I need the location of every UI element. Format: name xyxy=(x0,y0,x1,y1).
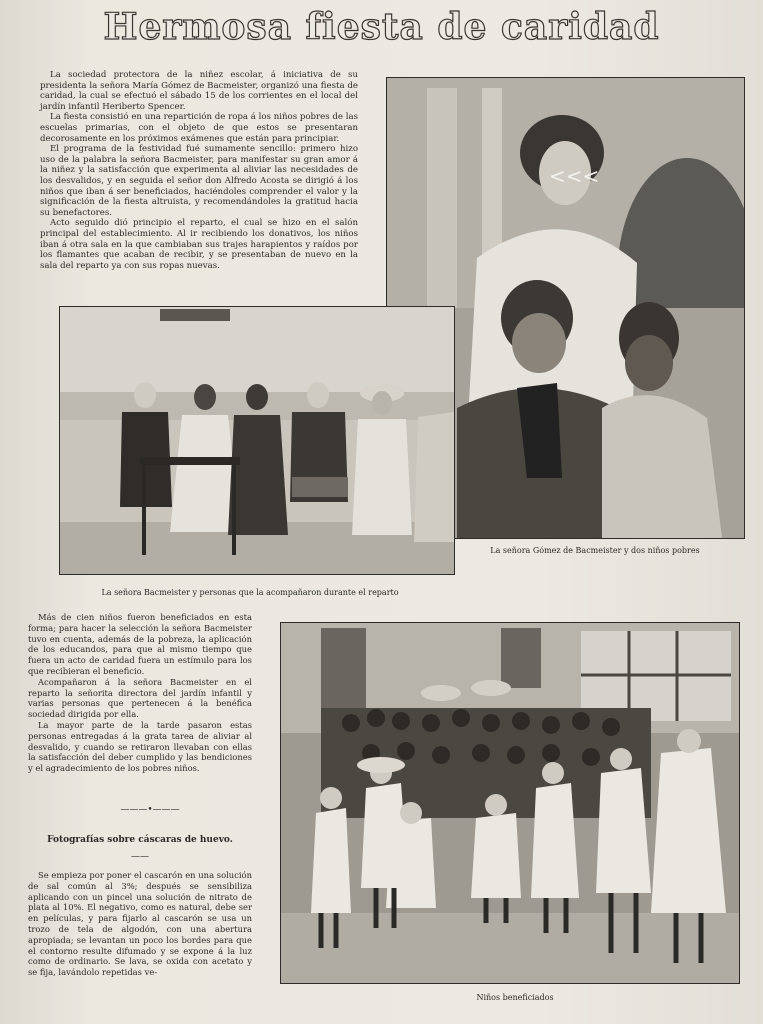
subheading-rule: —— xyxy=(131,852,149,862)
paragraph: Acompañaron á la señora Bacmeister en el reparto la señorita directora del jardín infantil y varias personas que pertenecen á la benéfica sociedad dirigida por ella. xyxy=(28,676,252,720)
caption-children: Niños beneficiados xyxy=(476,993,554,1002)
arrow-mark: <<< xyxy=(549,164,600,188)
intro-text xyxy=(40,70,358,271)
photo-eggshell-text xyxy=(28,870,252,978)
paragraph: Más de cien niños fueron beneficiados en esta forma; para hacer la selección la señora Bacmeister tuvo en cuenta, además de la pobreza, la aplicación de los educandos, para que al mismo tiempo que fuera un acto de caridad fuera un estímulo para los que recibieran el beneficio. xyxy=(28,612,252,676)
caption-lady-two-boys: La señora Gómez de Bacmeister y dos niños pobres xyxy=(490,546,700,555)
paragraph: Acto seguido dió principio el reparto, el cual se hizo en el salón principal del establecimiento. Al ir recibiendo los donativos, los niños iban á otra sala en la que cambiaban sus trajes harapientos y raídos por los flamantes que acaban de recibir, y se presentaban de nuevo en la sala del reparto ya con sus ropas nuevas. xyxy=(40,218,358,271)
paragraph: La mayor parte de la tarde pasaron estas personas entregadas á la grata tarea de aliviar al desvalido, y cuando se retiraron llevaban con ellas la satisfacción del deber cumplido y las bendiciones y el agradecimiento de los pobres niños. xyxy=(28,719,252,774)
page-title: Hermosa fiesta de caridad xyxy=(103,6,660,48)
paragraph: La sociedad protectora de la niñez escolar, á iniciativa de su presidenta la señora María Gómez de Bacmeister, organizó una fiesta de caridad, la cual se efectuó el sábado 15 de los corrientes en el local del jardín infantil Heriberto Spencer. xyxy=(40,70,358,112)
paragraph: El programa de la festividad fué sumamente sencillo: primero hizo uso de la palabra la señora Bacmeister, para manifestar su gran amor á la niñez y la satisfacción que experimenta al aliviar las necesidades de los desvalidos, y en seguida el señor don Alfredo Acosta se dirigió á los niños que iban á ser beneficiados, haciéndoles comprender el valor y la significación de la fiesta altruista, y recomendándoles la gratitud hacia su benefactores. xyxy=(40,144,358,218)
paragraph: Se empieza por poner el cascarón en una solución de sal común al 3%; después se sensibiliza aplicando con un pincel una solución de nitrato de plata al 10%. El negativo, como es natural, debe ser en películas, y para fijarlo al cascarón se usa un trozo de tela de algodón, con una abertura apropiada; se levantan un poco los bordes para que el contorno resulte difumado y se expone á la luz como de ordinario. Se lava, se oxida con acetato y se fija, lavándolo repetidas ve- xyxy=(28,870,252,978)
paragraph: La fiesta consistió en una repartición de ropa á los niños pobres de las escuelas primarias, con el objeto de que estos se presentaran decorosamente en los próximos exámenes que están para principiar. xyxy=(40,112,358,144)
photo-children xyxy=(280,622,740,984)
section-divider: ———•——— xyxy=(120,805,180,815)
second-text xyxy=(28,612,252,774)
section-subheading: Fotografías sobre cáscaras de huevo. xyxy=(47,835,233,845)
photo-seated-group xyxy=(59,306,455,575)
caption-seated-group: La señora Bacmeister y personas que la acompañaron durante el reparto xyxy=(101,588,399,597)
